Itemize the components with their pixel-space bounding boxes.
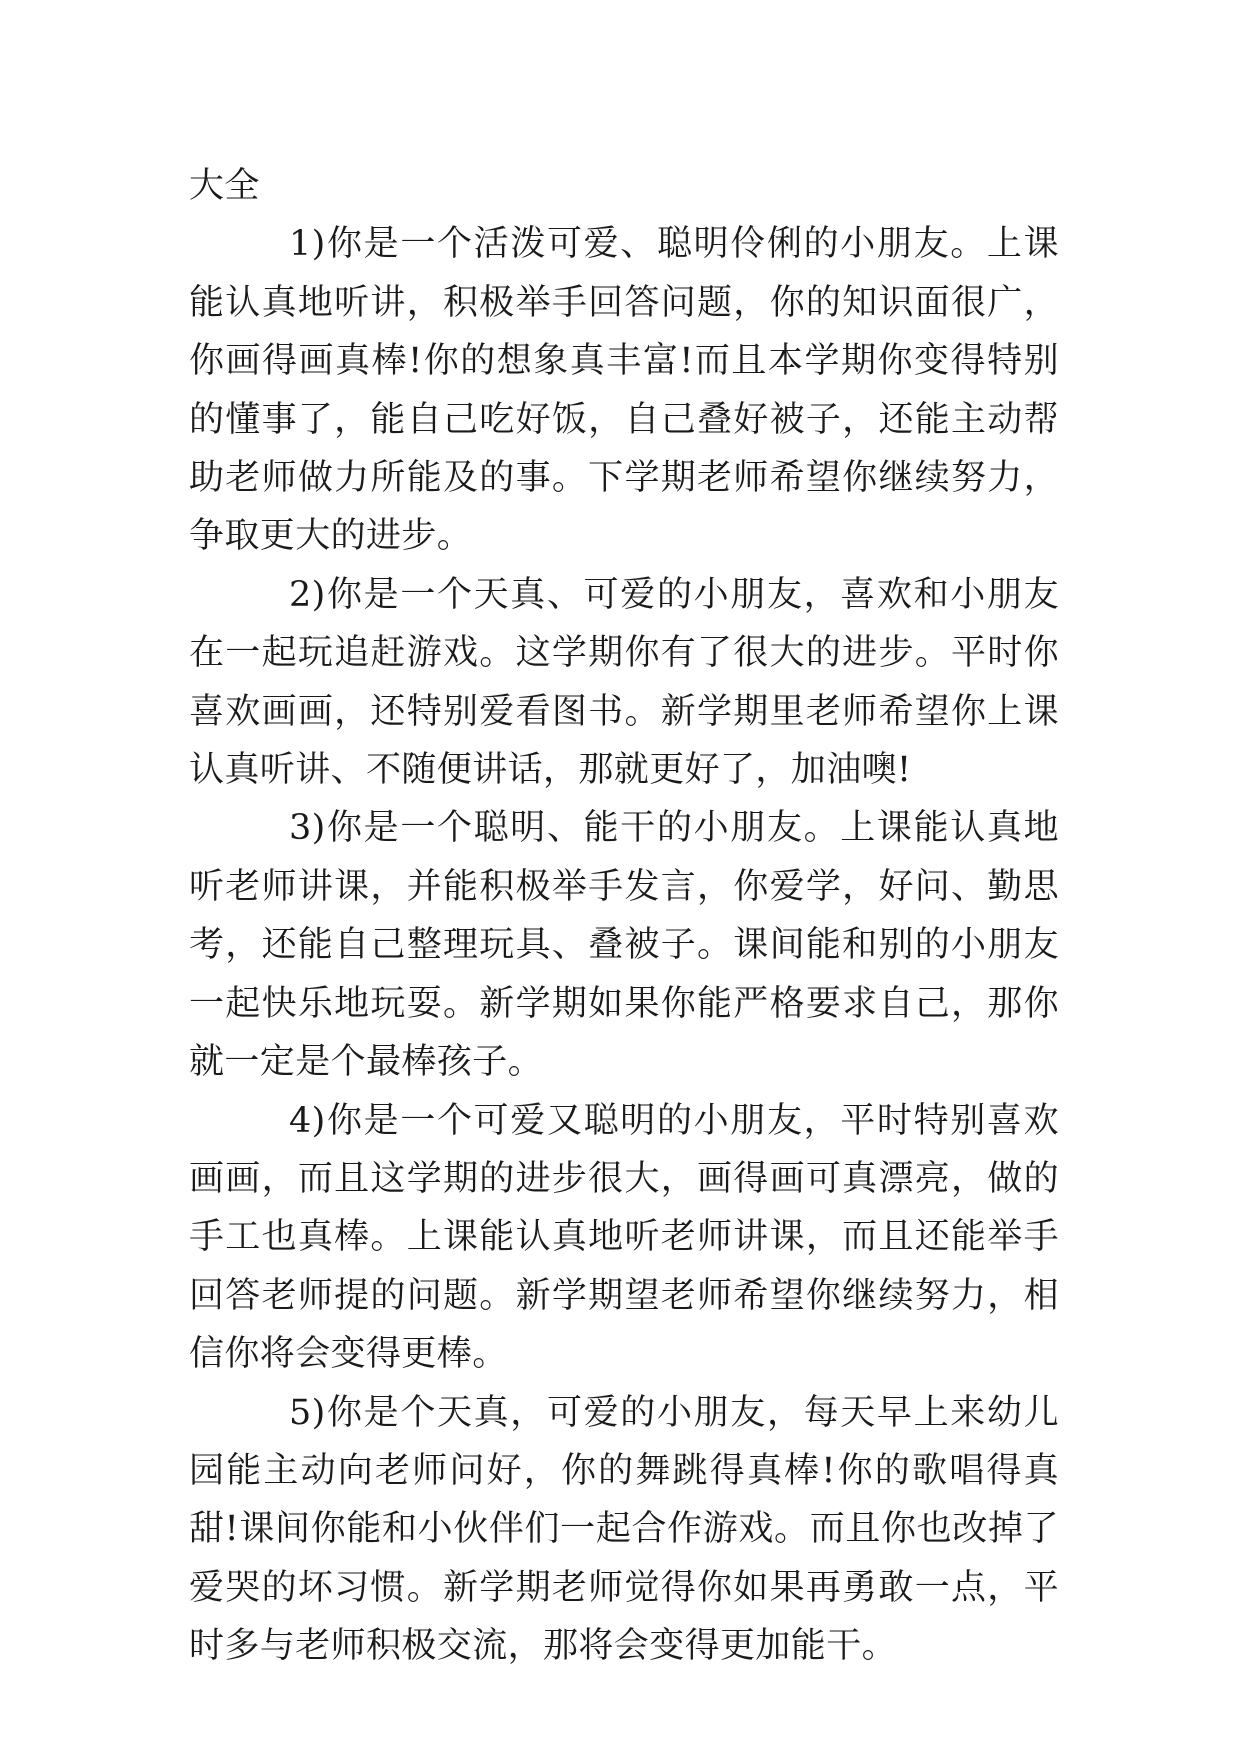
heading-fragment: 大全 xyxy=(189,166,260,206)
comment-paragraph-2: 2)你是一个天真、可爱的小朋友，喜欢和小朋友在一起玩追赶游戏。这学期你有了很大的进步。平时你喜欢画画，还特别爱看图书。新学期里老师希望你上课认真听讲、不随便讲话，那就更好了，加油噢! xyxy=(189,574,1059,791)
comment-paragraph-3: 3)你是一个聪明、能干的小朋友。上课能认真地听老师讲课，并能积极举手发言，你爱学，好问、勤思考，还能自己整理玩具、叠被子。课间能和别的小朋友一起快乐地玩耍。新学期如果你能严格要求自己，那你就一定是个最棒孩子。 xyxy=(189,808,1059,1083)
comment-paragraph-4: 4)你是一个可爱又聪明的小朋友，平时特别喜欢画画，而且这学期的进步很大，画得画可真漂亮，做的手工也真棒。上课能认真地听老师讲课，而且还能举手回答老师提的问题。新学期望老师希望你继续努力，相信你将会变得更棒。 xyxy=(189,1100,1059,1375)
comment-paragraph-5: 5)你是个天真，可爱的小朋友，每天早上来幼儿园能主动向老师问好，你的舞跳得真棒!你的歌唱得真甜!课间你能和小伙伴们一起合作游戏。而且你也改掉了爱哭的坏习惯。新学期老师觉得你如果再勇敢一点，平时多与老师积极交流，那将会变得更加能干。 xyxy=(189,1392,1059,1667)
comment-paragraph-1: 1)你是一个活泼可爱、聪明伶俐的小朋友。上课能认真地听讲，积极举手回答问题，你的知识面很广，你画得画真棒!你的想象真丰富!而且本学期你变得特别的懂事了，能自己吃好饭，自己叠好被子，还能主动帮助老师做力所能及的事。下学期老师希望你继续努力，争取更大的进步。 xyxy=(189,224,1059,557)
document-body xyxy=(189,157,1059,1676)
